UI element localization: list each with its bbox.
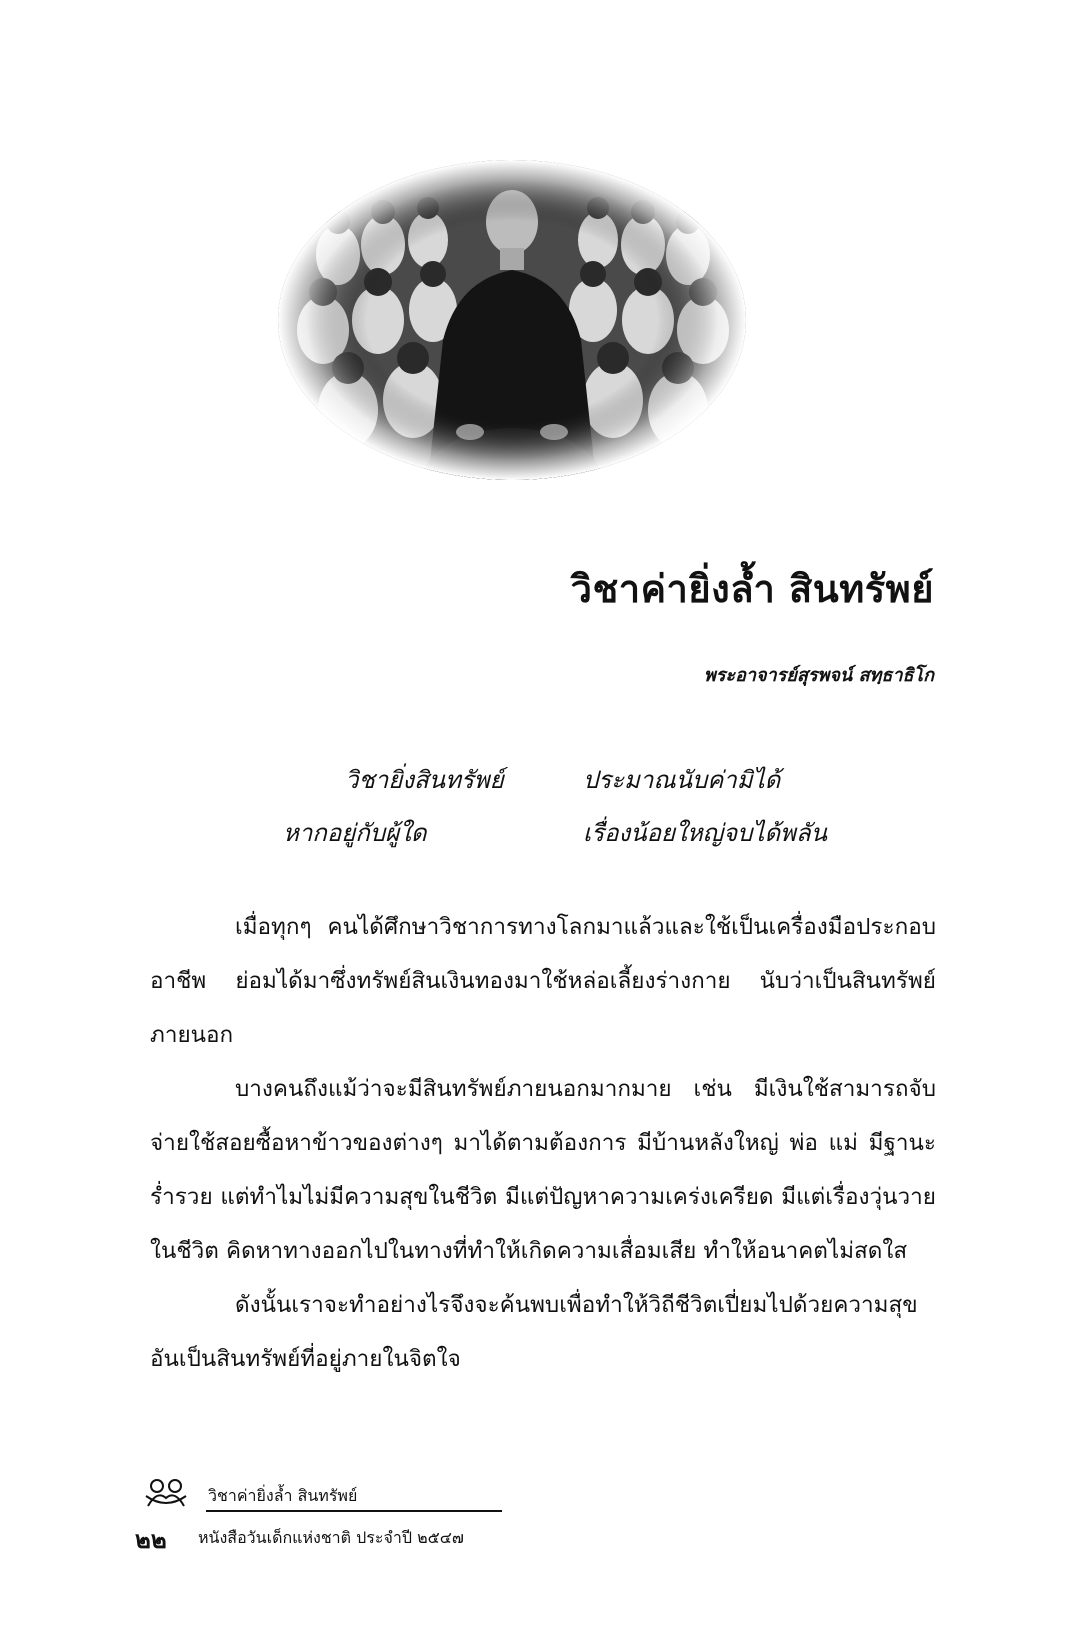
poem-line-1-right: ประมาณนับค่ามิได้ [583,766,781,794]
poem-line-2-left: หากอยู่กับผู้ใด [283,819,427,847]
article-author: พระอาจารย์สุรพจน์ สทฺธาธิโก [703,665,934,686]
article-body [150,900,936,1386]
monk-meditation-photo [278,160,746,480]
body-paragraph-1: เมื่อทุกๆ คนได้ศึกษาวิชาการทางโลกมาแล้วและใช้เป็นเครื่องมือประกอบอาชีพ ย่อมได้มาซึ่งทรัพย์สินเงินทองมาใช้หล่อเลี้ยงร่างกาย นับว่าเป็นสินทรัพย์ภายนอก [150,914,936,1048]
body-paragraph-2: บางคนถึงแม้ว่าจะมีสินทรัพย์ภายนอกมากมาย เช่น มีเงินใช้สามารถจับจ่ายใช้สอยซื้อหาข้าวของต่างๆ มาได้ตามต้องการ มีบ้านหลังใหญ่ พ่อ แม่ มีฐานะร่ำรวย แต่ทำไมไม่มีความสุขในชีวิต มีแต่ปัญหาความเคร่งเครียด มีแต่เรื่องวุ่นวายในชีวิต คิดหาทางออกไปในทางที่ทำให้เกิดความเสื่อมเสีย ทำให้อนาคตไม่สดใส [150,1076,936,1264]
poem-line-1-left: วิชายิ่งสินทรัพย์ [345,766,504,794]
footer-book-title: วิชาค่ายิ่งล้ำ สินทรัพย์ [208,1486,358,1505]
footer-publication: หนังสือวันเด็กแห่งชาติ ประจำปี ๒๕๔๗ [198,1528,464,1547]
article-title: วิชาค่ายิ่งล้ำ สินทรัพย์ [570,567,934,611]
body-paragraph-3: ดังนั้นเราจะทำอย่างไรจึงจะค้นพบเพื่อทำให้วิถีชีวิตเปี่ยมไปด้วยความสุขอันเป็นสินทรัพย์ที่อยู่ภายในจิตใจ [150,1292,918,1372]
children-emblem-icon [142,1476,190,1512]
footer-divider [206,1510,502,1512]
poem-line-2-right: เรื่องน้อยใหญ่จบได้พลัน [583,819,827,847]
page-number: ๒๒ [135,1526,167,1554]
